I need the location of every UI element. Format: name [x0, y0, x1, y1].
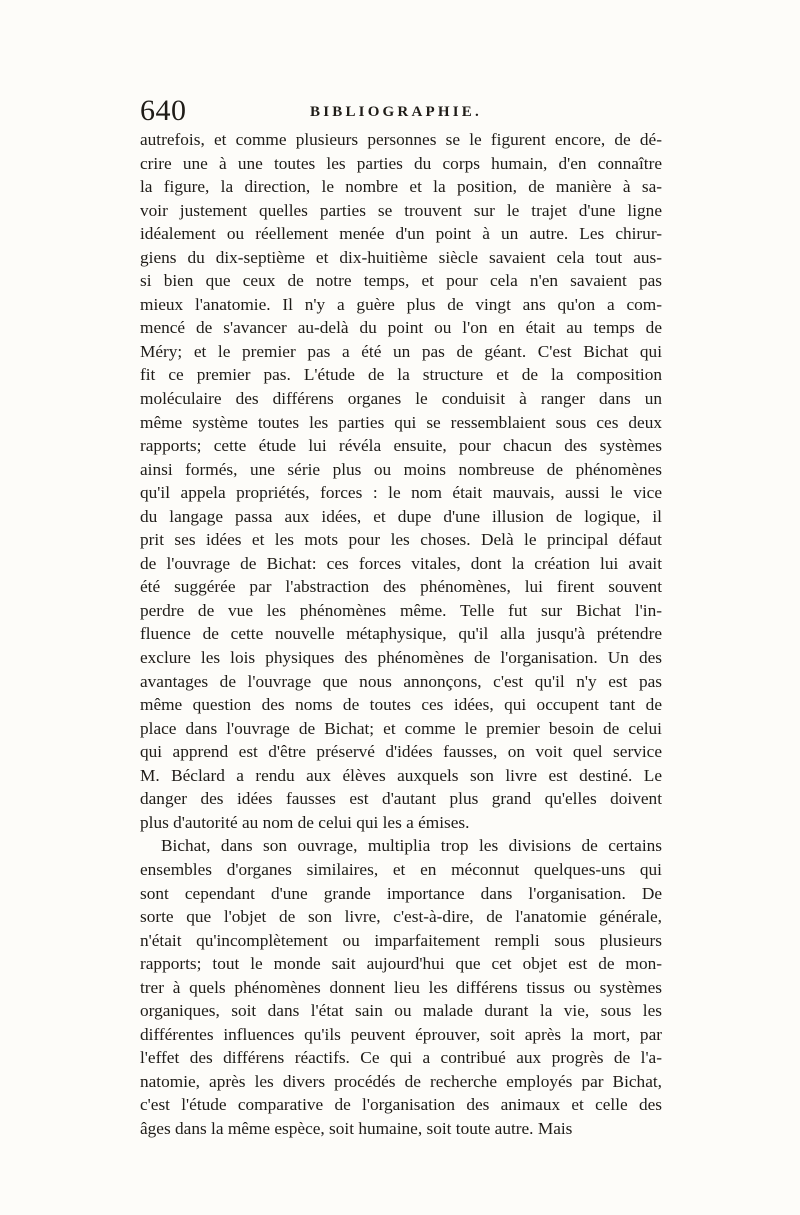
- text-line: rapports; tout le monde sait aujourd'hui que cet objet est de mon-: [140, 954, 662, 974]
- text-line: rapports; cette étude lui révéla ensuite, pour chacun des systèmes: [140, 436, 662, 456]
- text-line: Méry; et le premier pas a été un pas de géant. C'est Bichat qui: [140, 341, 662, 361]
- page-number: 640: [140, 94, 187, 127]
- text-line: qui apprend est d'être préservé d'idées fausses, on voit quel service: [140, 742, 662, 762]
- text-line: idéalement ou réellement menée d'un point à un autre. Les chirur-: [140, 224, 662, 244]
- text-line: fluence de cette nouvelle métaphysique, qu'il alla jusqu'à prétendre: [140, 624, 662, 644]
- text-line: prit ses idées et les mots pour les choses. Delà le principal défaut: [140, 530, 662, 550]
- paragraph: [140, 834, 662, 1140]
- text-line: place dans l'ouvrage de Bichat; et comme le premier besoin de celui: [140, 718, 662, 738]
- body-text: [140, 128, 662, 1141]
- text-line: Bichat, dans son ouvrage, multiplia trop les divisions de certains: [161, 836, 662, 856]
- text-line: différentes influences qu'ils peuvent éprouver, soit après la mort, par: [140, 1024, 662, 1044]
- text-line: giens du dix-septième et dix-huitième siècle savaient cela tout aus-: [140, 247, 662, 267]
- text-line: si bien que ceux de notre temps, et pour cela n'en savaient pas: [140, 271, 662, 291]
- text-line: qu'il appela propriétés, forces : le nom était mauvais, aussi le vice: [140, 483, 662, 503]
- text-line: crire une à une toutes les parties du corps humain, d'en connaître: [140, 153, 662, 173]
- text-line: la figure, la direction, le nombre et la position, de manière à sa-: [140, 177, 662, 197]
- text-line: même système toutes les parties qui se ressemblaient sous ces deux: [140, 412, 662, 432]
- page-header: [140, 94, 662, 130]
- text-line: organiques, soit dans l'état sain ou malade durant la vie, sous les: [140, 1001, 662, 1021]
- text-line: autrefois, et comme plusieurs personnes se le figurent encore, de dé-: [140, 130, 662, 149]
- text-line: même question des noms de toutes ces idées, qui occupent tant de: [140, 695, 662, 715]
- text-line: voir justement quelles parties se trouvent sur le trajet d'une ligne: [140, 200, 662, 220]
- text-line: trer à quels phénomènes donnent lieu les différens tissus ou systèmes: [140, 977, 662, 997]
- text-line: l'effet des différens réactifs. Ce qui a contribué aux progrès de l'a-: [140, 1048, 662, 1068]
- text-line: sorte que l'objet de son livre, c'est-à-dire, de l'anatomie générale,: [140, 907, 662, 927]
- text-line: M. Béclard a rendu aux élèves auxquels son livre est destiné. Le: [140, 765, 662, 785]
- running-head: BIBLIOGRAPHIE.: [310, 104, 482, 120]
- text-line: n'était qu'incomplètement ou imparfaitement rempli sous plusieurs: [140, 930, 662, 950]
- text-line: avantages de l'ouvrage que nous annonçons, c'est qu'il n'y est pas: [140, 671, 662, 691]
- text-line: âges dans la même espèce, soit humaine, soit toute autre. Mais: [140, 1118, 573, 1138]
- text-line: ainsi formés, une série plus ou moins nombreuse de phénomènes: [140, 459, 662, 479]
- text-line: mieux l'anatomie. Il n'y a guère plus de vingt ans qu'on a com-: [140, 294, 662, 314]
- text-line: perdre de vue les phénomènes même. Telle fut sur Bichat l'in-: [140, 600, 662, 620]
- text-line: de l'ouvrage de Bichat: ces forces vitales, dont la création lui avait: [140, 553, 662, 573]
- text-line: du langage passa aux idées, et dupe d'une illusion de logique, il: [140, 506, 662, 526]
- text-line: fit ce premier pas. L'étude de la structure et de la composition: [140, 365, 662, 385]
- paragraph: [140, 128, 662, 834]
- text-line: exclure les lois physiques des phénomènes de l'organisation. Un des: [140, 648, 662, 668]
- text-line: été suggérée par l'abstraction des phénomènes, lui firent souvent: [140, 577, 662, 597]
- text-line: danger des idées fausses est d'autant plus grand qu'elles doivent: [140, 789, 662, 809]
- text-line: mencé de s'avancer au-delà du point ou l'on en était au temps de: [140, 318, 662, 338]
- text-line: ensembles d'organes similaires, et en méconnut quelques-uns qui: [140, 859, 662, 879]
- text-line: natomie, après les divers procédés de recherche employés par Bichat,: [140, 1071, 662, 1091]
- text-line: sont cependant d'une grande importance dans l'organisation. De: [140, 883, 662, 903]
- text-line: c'est l'étude comparative de l'organisation des animaux et celle des: [140, 1095, 662, 1115]
- text-line: moléculaire des différens organes le conduisit à ranger dans un: [140, 389, 662, 409]
- text-line: plus d'autorité au nom de celui qui les a émises.: [140, 812, 470, 832]
